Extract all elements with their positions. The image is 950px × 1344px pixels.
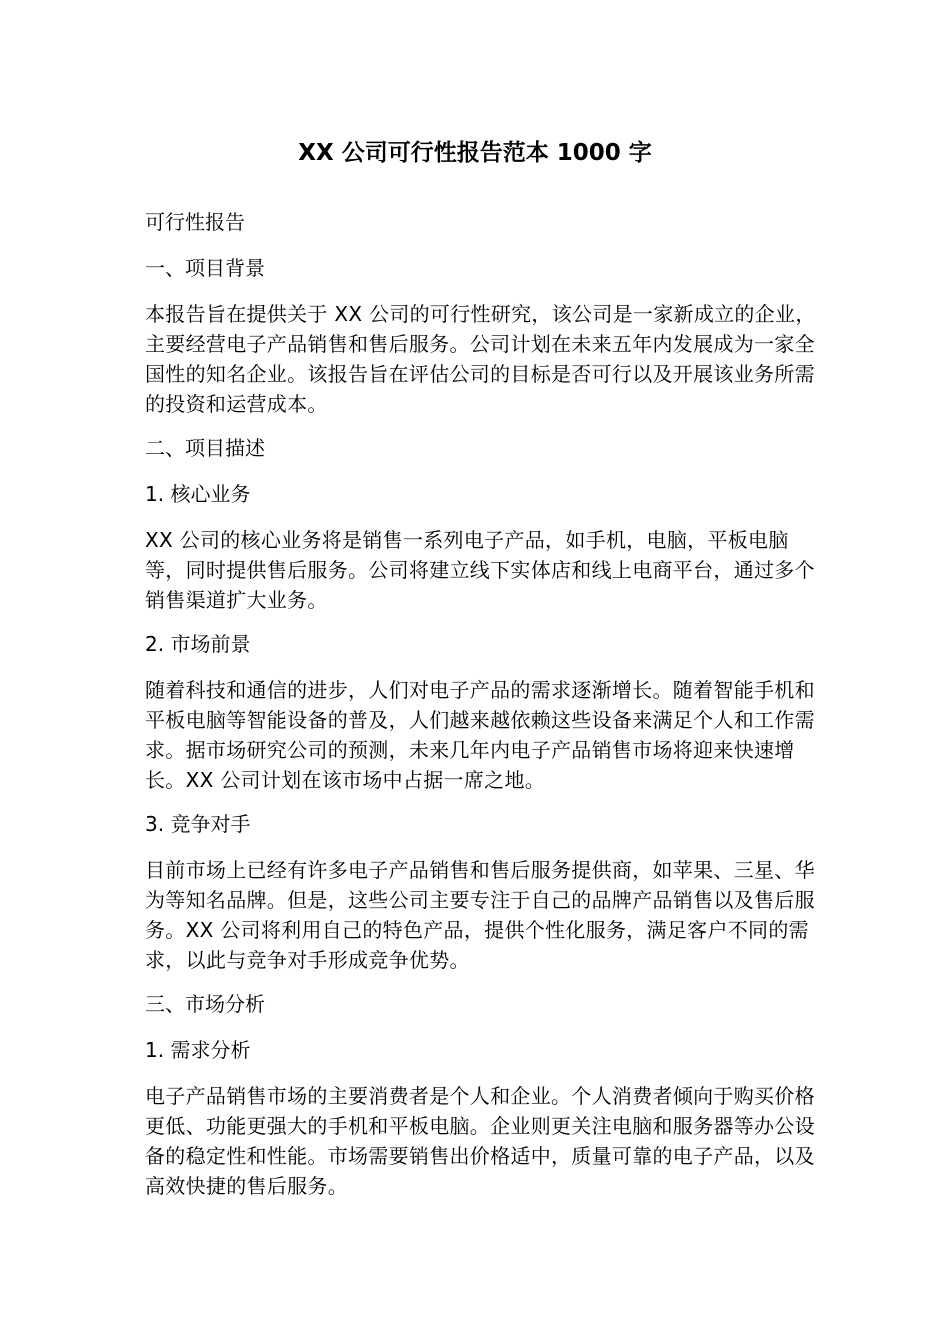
subheading-core-business: 1. 核心业务 — [145, 482, 251, 506]
paragraph-market-outlook: 随着科技和通信的进步，人们对电子产品的需求逐渐增长。随着智能手机和平板电脑等智能设备的普及，人们越来越依赖这些设备来满足个人和工作需求。据市场研究公司的预测，未来几年内电子产品销售市场将迎来快速增长。XX 公司计划在该市场中占据一席之地。 — [145, 678, 815, 792]
document-title: XX 公司可行性报告范本 1000 字 — [298, 140, 652, 166]
paragraph-demand-analysis: 电子产品销售市场的主要消费者是个人和企业。个人消费者倾向于购买价格更低、功能更强大的手机和平板电脑。企业则更关注电脑和服务器等办公设备的稳定性和性能。市场需要销售出价格适中，质量可靠的电子产品，以及高效快捷的售后服务。 — [145, 1084, 815, 1198]
paragraph-core-business: XX 公司的核心业务将是销售一系列电子产品，如手机，电脑，平板电脑等，同时提供售后服务。公司将建立线下实体店和线上电商平台，通过多个销售渠道扩大业务。 — [145, 528, 815, 612]
subheading-competitors: 3. 竞争对手 — [145, 812, 251, 836]
section-heading-background: 一、项目背景 — [145, 256, 265, 280]
subheading-demand-analysis: 1. 需求分析 — [145, 1038, 251, 1062]
section-heading-report: 可行性报告 — [145, 210, 245, 234]
document-body — [145, 207, 820, 1215]
paragraph-background: 本报告旨在提供关于 XX 公司的可行性研究，该公司是一家新成立的企业，主要经营电子产品销售和售后服务。公司计划在未来五年内发展成为一家全国性的知名企业。该报告旨在评估公司的目标是否可行以及开展该业务所需的投资和运营成本。 — [145, 302, 816, 416]
paragraph-competitors: 目前市场上已经有许多电子产品销售和售后服务提供商，如苹果、三星、华为等知名品牌。但是，这些公司主要专注于自己的品牌产品销售以及售后服务。XX 公司将利用自己的特色产品，提供个性化服务，满足客户不同的需求，以此与竞争对手形成竞争优势。 — [145, 858, 815, 972]
section-heading-market-analysis: 三、市场分析 — [145, 992, 265, 1016]
subheading-market-outlook: 2. 市场前景 — [145, 632, 251, 656]
section-heading-description: 二、项目描述 — [145, 436, 265, 460]
